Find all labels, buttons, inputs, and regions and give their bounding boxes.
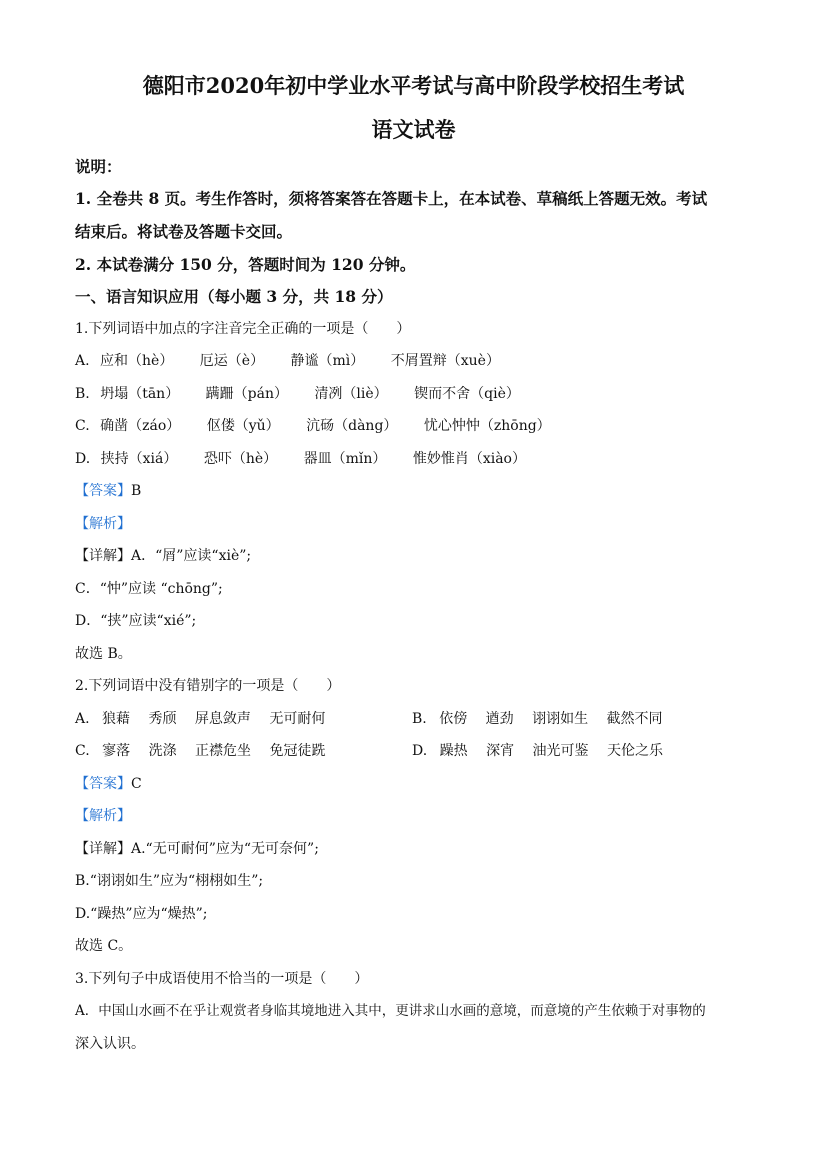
q2-detail-line: D.“躁热”应为“燥热”; [75, 906, 208, 922]
option-word: 静谧（mì） [290, 353, 365, 369]
instruction-item-2: 2. 本试卷满分 150 分，答题时间为 120 分钟。 [75, 255, 416, 274]
q2-option-a [75, 709, 325, 729]
option-label: D. [412, 743, 428, 759]
option-label: C. [75, 418, 90, 434]
q2-stem: 2.下列词语中没有错别字的一项是（ ） [75, 678, 341, 694]
q2-option-c [75, 741, 325, 761]
option-text: 寥落 洗涤 正襟危坐 免冠徒跣 [102, 743, 326, 759]
q2-option-b [412, 709, 663, 729]
option-label: B. [75, 386, 90, 402]
exam-subtitle: 语文试卷 [371, 117, 456, 142]
option-word: 应和（hè） [100, 353, 174, 369]
q1-option-b [75, 384, 520, 404]
q2-detail-line: 故选 C。 [75, 938, 133, 954]
option-word: 器皿（mǐn） [303, 451, 387, 467]
instruction-item-1-line-2: 结束后。将试卷及答题卡交回。 [75, 222, 293, 241]
option-label: C. [75, 743, 90, 759]
option-word: 恐吓（hè） [203, 451, 278, 467]
option-word: 清冽（liè） [314, 386, 388, 402]
option-word: 伛偻（yǔ） [206, 418, 280, 434]
q3-option-a-line-1: A．中国山水画不在乎让观赏者身临其境地进入其中，更讲求山水画的意境，而意境的产生依赖于对事物的 [75, 1003, 706, 1019]
q1-detail-line: 故选 B。 [75, 646, 132, 662]
option-word: 惟妙惟肖（xiào） [412, 451, 526, 467]
q1-option-c [75, 416, 551, 436]
q3-stem: 3.下列句子中成语使用不恰当的一项是（ ） [75, 971, 369, 987]
q1-stem: 1.下列词语中加点的字注音完全正确的一项是（ ） [75, 321, 411, 337]
answer-tag: 【答案】 [75, 776, 131, 792]
option-word: 锲而不舍（qiè） [414, 386, 520, 402]
section-1-heading: 一、语言知识应用（每小题 3 分，共 18 分） [75, 287, 393, 306]
q2-detail-line: 【详解】A.“无可耐何”应为“无可奈何”; [75, 841, 319, 857]
q1-option-a [75, 351, 500, 371]
option-word: 确凿（záo） [100, 418, 181, 434]
option-word: 挟持（xiá） [100, 451, 178, 467]
q1-detail-line: C．“忡”应读 “chōng”; [75, 581, 223, 597]
q1-answer-line [75, 481, 141, 501]
q1-detail-line: 【详解】A．“屑”应读“xiè”; [75, 548, 252, 564]
option-label: A. [75, 711, 90, 727]
option-label: B. [412, 711, 427, 727]
instructions-heading: 说明： [75, 157, 122, 176]
q2-answer-line [75, 774, 142, 794]
option-text: 躁热 深宵 油光可鉴 天伦之乐 [439, 743, 663, 759]
option-word: 不屑置辩（xuè） [390, 353, 500, 369]
option-word: 厄运（è） [199, 353, 265, 369]
q3-option-a-line-2: 深入认识。 [75, 1036, 145, 1052]
option-text: 狼藉 秀颀 屏息敛声 无可耐何 [102, 711, 326, 727]
q1-option-d [75, 449, 526, 469]
q1-analysis-tag: 【解析】 [75, 516, 131, 532]
option-label: A. [75, 353, 90, 369]
option-text: 依傍 遒劲 诩诩如生 截然不同 [439, 711, 663, 727]
q2-analysis-tag: 【解析】 [75, 808, 131, 824]
answer-value: B [131, 483, 142, 499]
q2-option-d [412, 741, 663, 761]
option-word: 忧心忡忡（zhōng） [423, 418, 551, 434]
q2-detail-line: B.“诩诩如生”应为“栩栩如生”; [75, 873, 264, 889]
exam-title: 德阳市2020年初中学业水平考试与高中阶段学校招生考试 [142, 73, 685, 98]
answer-tag: 【答案】 [75, 483, 131, 499]
option-label: D. [75, 451, 91, 467]
option-word: 坍塌（tān） [100, 386, 180, 402]
option-word: 蹒跚（pán） [205, 386, 288, 402]
answer-value: C [131, 776, 142, 792]
instruction-item-1-line-1: 1. 全卷共 8 页。考生作答时，须将答案答在答题卡上，在本试卷、草稿纸上答题无效。考试 [75, 189, 708, 208]
q1-detail-line: D．“挟”应读“xié”; [75, 613, 197, 629]
option-word: 沆砀（dàng） [306, 418, 398, 434]
